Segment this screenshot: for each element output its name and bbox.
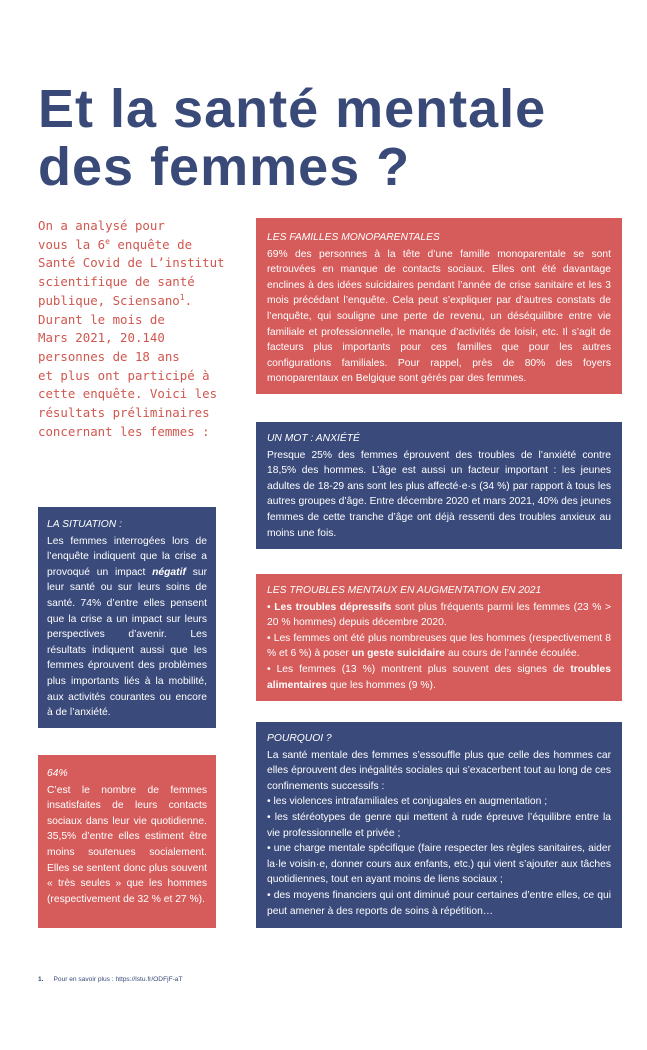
- pourquoi-heading: POURQUOI ?: [267, 733, 332, 744]
- bullet-text: que les hommes (9 %).: [327, 679, 436, 691]
- intro-line: [38, 236, 228, 255]
- stat-64-heading: 64%: [47, 768, 68, 779]
- footnote-number: 1.: [38, 976, 44, 983]
- list-item: • les stéréotypes de genre qui mettent à rude épreuve l’équilibre entre la vie professionnelle et privée ;: [267, 811, 611, 839]
- list-item: [267, 600, 611, 631]
- intro-line: [38, 292, 228, 311]
- footnote-reference: 1: [179, 292, 185, 302]
- bullet-text: •: [267, 601, 275, 613]
- intro-line: personnes de 18 ans: [38, 348, 180, 364]
- situation-body: [47, 534, 207, 721]
- list-item: [267, 662, 611, 693]
- intro-line: résultats préliminaires: [38, 405, 210, 421]
- list-item: [267, 631, 611, 662]
- intro-line: Santé Covid de L’institut: [38, 255, 225, 271]
- familles-heading: LES FAMILLES MONOPARENTALES: [267, 232, 440, 243]
- bullet-emphasis: un geste suicidaire: [351, 648, 445, 660]
- ordinal-superscript: e: [105, 236, 110, 246]
- situation-text: Les femmes interrogées lors de l’enquête indiquent que la crise a provoqué un impact: [47, 535, 207, 578]
- intro-fragment: .: [184, 292, 193, 308]
- intro-fragment: enquête de: [109, 236, 193, 252]
- pourquoi-list: [267, 794, 611, 919]
- stat-64-box: [38, 755, 216, 928]
- troubles-list: [267, 600, 611, 694]
- intro-line: Mars 2021, 20.140: [38, 330, 165, 346]
- list-item: • les violences intrafamiliales et conjugales en augmentation ;: [267, 796, 548, 808]
- anxiete-box: [256, 422, 622, 549]
- page-title-line-1: Et la santé mentale: [38, 79, 547, 139]
- bullet-text: sont plus fréquents parmi les femmes (23 % > 20 % hommes) depuis décembre 2020.: [267, 601, 612, 629]
- familles-body: 69% des personnes à la tête d’une famille monoparentale se sont retrouvées en manque de contacts sociaux. Elles ont été davantage enclines à des idées suicidaires pendant l’année de crise sanitaire et les 3 mois précédant l’enquête. Cela peut s’expliquer par d’autres constats de l’enquête, qui souligne une perte de revenu, un déséquilibre entre vie familiale et professionnelle, le manque d’activités de loisir, etc. Il s’agit de facteurs plus importants pour ces familles que pour les autres configurations familiales. Pour rappel, près de 80% des foyers monoparentaux en Belgique sont gérés par des femmes.: [267, 248, 611, 385]
- page-title-line-2: des femmes ?: [38, 137, 411, 197]
- familles-box: [256, 218, 622, 394]
- bullet-emphasis: troubles alimentaires: [267, 663, 611, 691]
- situation-text: sur leur santé ou sur leurs soins de santé. 74% d’entre elles pensent que la crise a un impact sur leurs perspectives d’avenir. Les résultats indiquent aussi que les femmes éprouvent des problèmes plus importants liés à la mobilité, aux activités courantes ou encore à de l’anxiété.: [47, 566, 207, 719]
- intro-line: On a analysé pour: [38, 218, 165, 233]
- page-title: [38, 80, 618, 196]
- bullet-text: • Les femmes (13 %) montrent plus souvent des signes de: [267, 663, 571, 675]
- footnote: [38, 976, 438, 983]
- pourquoi-intro: La santé mentale des femmes s’essouffle plus que celle des hommes car elles éprouvent des inégalités sociales qui s’exacerbent tout au long de ces confinements successifs :: [267, 749, 611, 792]
- intro-line: scientifique de santé: [38, 274, 195, 290]
- intro-text: [38, 217, 228, 441]
- stat-64-body: C’est le nombre de femmes insatisfaites de leurs contacts sociaux dans leur vie quotidienne. 35,5% d’entre elles estiment être moins soutenues socialement. Elles se sentent donc plus souvent « très seules » que les hommes (respectivement de 32 % et 27 %).: [47, 784, 207, 905]
- list-item: • une charge mentale spécifique (faire respecter les règles sanitaires, aider la·le voisin·e, donner cours aux enfants, etc.) qui vient s’ajouter aux tâches quotidiennes, tout en ayant moins de liens sociaux ;: [267, 843, 611, 886]
- intro-line: Durant le mois de: [38, 311, 165, 327]
- situation-emphasis: négatif: [152, 566, 186, 578]
- troubles-heading: LES TROUBLES MENTAUX EN AUGMENTATION EN 2021: [267, 585, 542, 596]
- intro-line: concernant les femmes :: [38, 423, 210, 439]
- anxiete-body: Presque 25% des femmes éprouvent des troubles de l’anxiété contre 18,5% des hommes. L’âge est aussi un facteur important : les jeunes adultes de 18-29 ans sont les plus affecté·e·s (34 %) par rapport à tous les autres groupes d’âge. Entre décembre 2020 et mars 2021, 40% des jeunes femmes de cette tranche d’âge ont déjà ressenti des troubles anxieux au moins une fois.: [267, 449, 611, 539]
- bullet-text: • Les femmes ont été plus nombreuses que les hommes (respectivement 8 % et 6 %) à poser: [267, 632, 611, 660]
- bullet-emphasis: Les troubles dépressifs: [274, 601, 392, 613]
- situation-box: [38, 507, 216, 728]
- pourquoi-box: [256, 722, 622, 928]
- troubles-box: [256, 574, 622, 701]
- anxiete-heading: UN MOT : ANXIÉTÉ: [267, 433, 360, 444]
- footnote-link-text[interactable]: Pour en savoir plus : https://lstu.fr/ODFjF-aT: [53, 976, 183, 983]
- situation-heading: LA SITUATION :: [47, 519, 122, 530]
- intro-fragment: vous la 6: [38, 236, 106, 252]
- intro-line: cette enquête. Voici les: [38, 386, 218, 402]
- intro-line: et plus ont participé à: [38, 367, 210, 383]
- intro-fragment: publique, Sciensano: [38, 292, 180, 308]
- bullet-text: au cours de l’année écoulée.: [444, 648, 580, 660]
- list-item: • des moyens financiers qui ont diminué pour certaines d’entre elles, ce qui peut amener à des reports de soins à répétition…: [267, 889, 611, 917]
